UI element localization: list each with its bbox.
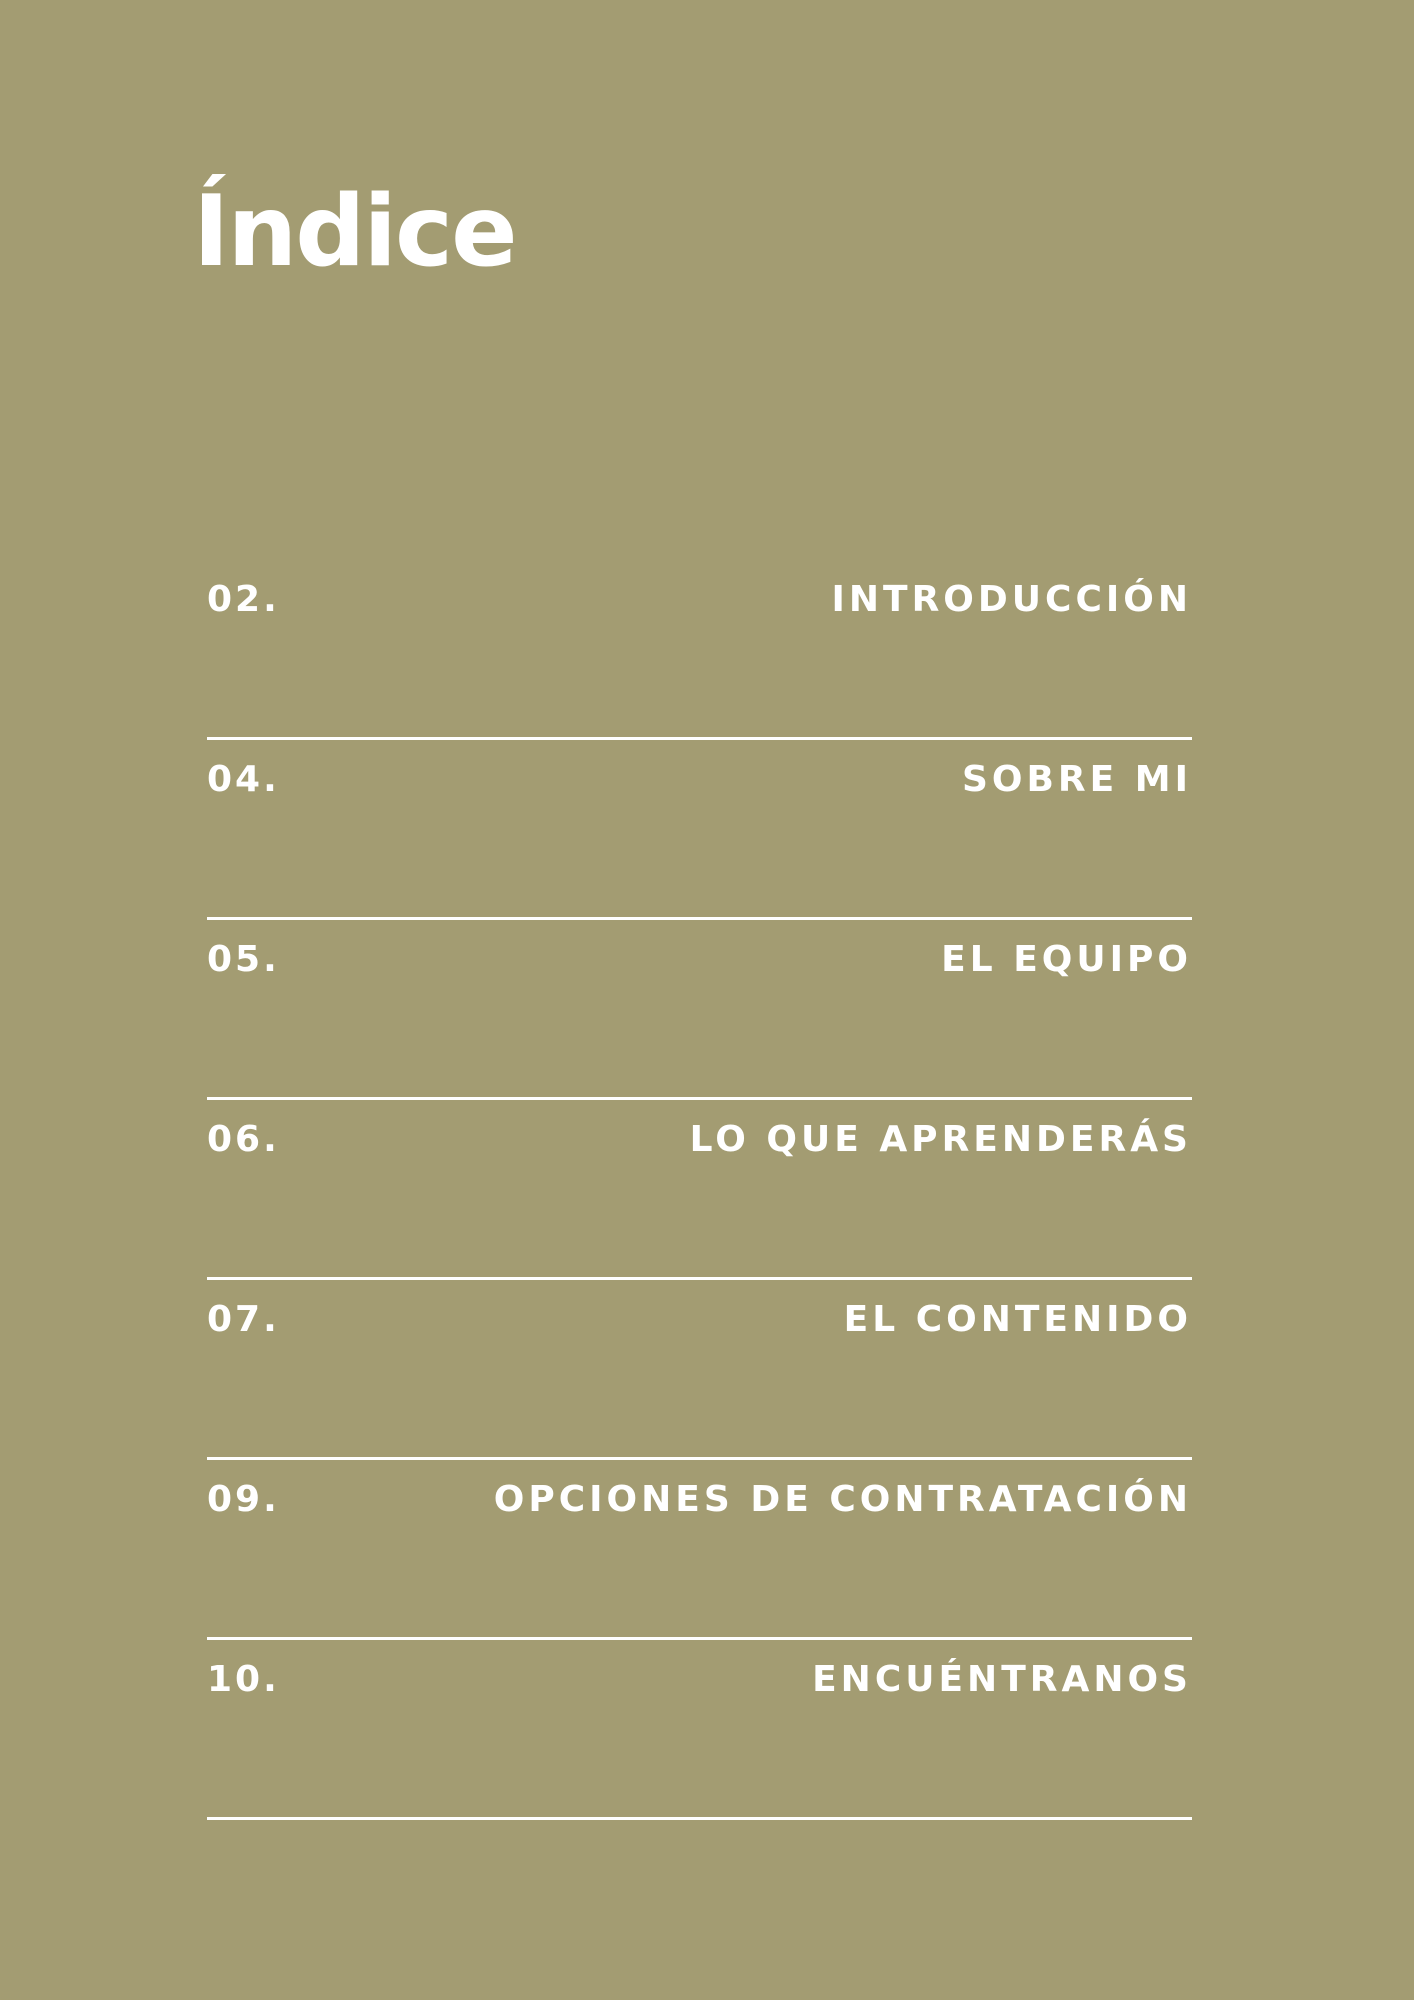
toc-section-label: EL CONTENIDO bbox=[843, 1299, 1192, 1340]
toc-section-label: OPCIONES DE CONTRATACIÓN bbox=[493, 1479, 1192, 1520]
toc-entry-sobre-mi[interactable] bbox=[207, 740, 1192, 920]
toc-page-number: 07. bbox=[207, 1299, 280, 1340]
toc-page-number: 02. bbox=[207, 579, 280, 620]
toc-entry-introduccion[interactable] bbox=[207, 560, 1192, 740]
toc-entry-el-contenido[interactable] bbox=[207, 1280, 1192, 1460]
toc-entry-opciones-de-contratacion[interactable] bbox=[207, 1460, 1192, 1640]
page-title: Índice bbox=[193, 175, 516, 289]
toc-page-number: 04. bbox=[207, 759, 280, 800]
toc-entry-lo-que-aprenderas[interactable] bbox=[207, 1100, 1192, 1280]
toc-page-number: 06. bbox=[207, 1119, 280, 1160]
toc-section-label: INTRODUCCIÓN bbox=[831, 579, 1192, 620]
toc-section-label: SOBRE MI bbox=[961, 759, 1192, 800]
toc-section-label: EL EQUIPO bbox=[941, 939, 1192, 980]
table-of-contents bbox=[207, 560, 1192, 1820]
toc-page-number: 05. bbox=[207, 939, 280, 980]
toc-section-label: ENCUÉNTRANOS bbox=[812, 1659, 1192, 1700]
toc-section-label: LO QUE APRENDERÁS bbox=[689, 1119, 1192, 1160]
toc-entry-el-equipo[interactable] bbox=[207, 920, 1192, 1100]
toc-page-number: 10. bbox=[207, 1659, 280, 1700]
toc-page-number: 09. bbox=[207, 1479, 280, 1520]
toc-entry-encuentranos[interactable] bbox=[207, 1640, 1192, 1820]
